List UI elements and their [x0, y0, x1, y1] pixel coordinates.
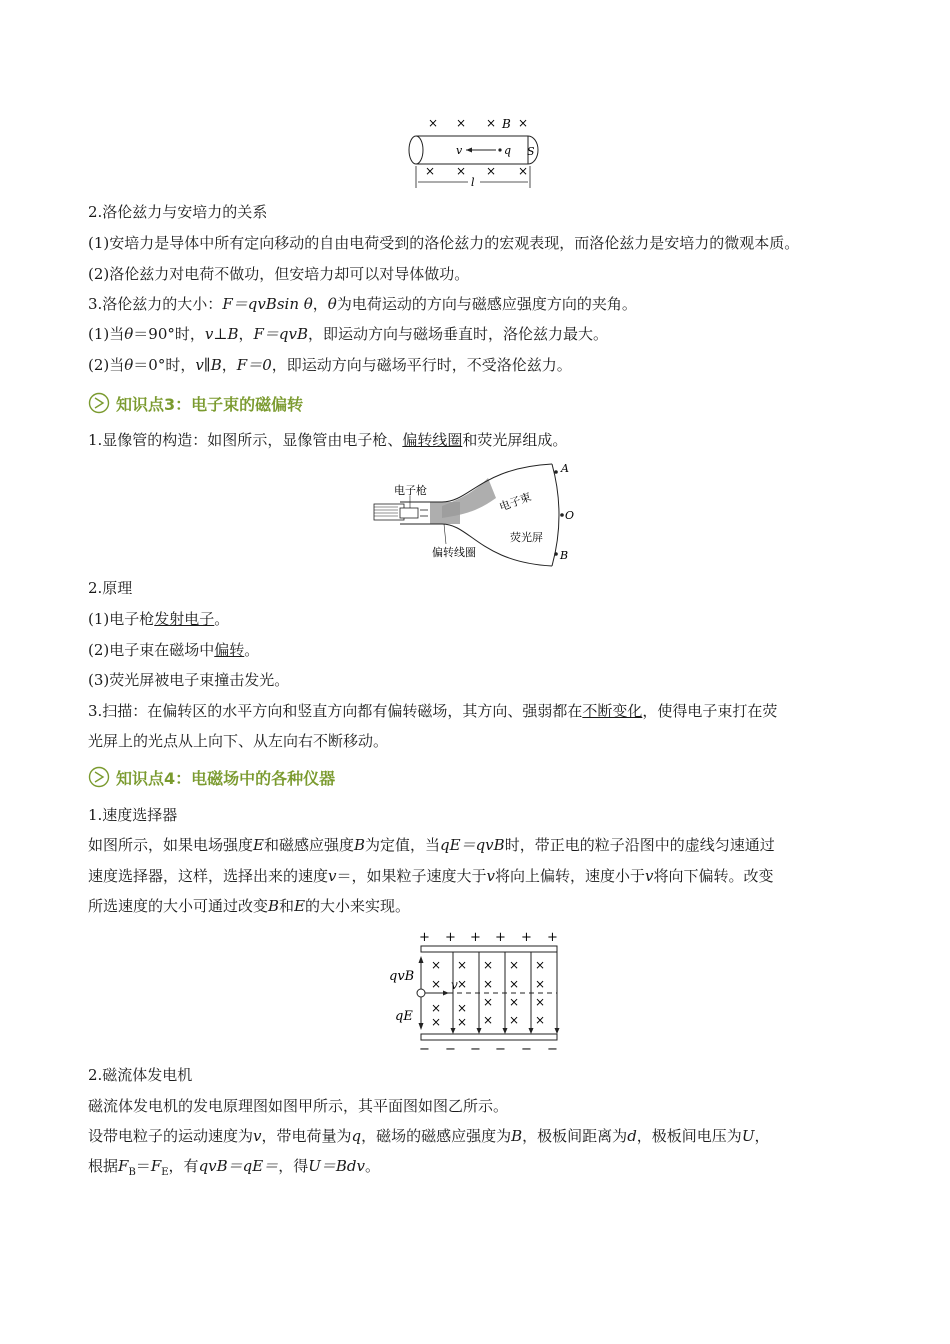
paragraph: 3.洛伦兹力的大小：F＝qvBsin θ，θ为电荷运动的方向与磁感应强度方向的夹角。 — [88, 295, 637, 313]
field-cross: × — [428, 116, 439, 130]
label-v: v — [451, 978, 458, 992]
minus-sign: − — [419, 1042, 430, 1054]
field-cross: × — [509, 977, 520, 991]
label-coil: 偏转线圈 — [432, 546, 476, 559]
plus-sign: + — [445, 930, 456, 945]
minus-sign: − — [470, 1042, 481, 1054]
plus-sign: + — [419, 930, 430, 945]
paragraph: (2)当θ＝0°时，v∥B，F＝0，即运动方向与磁场平行时，不受洛伦兹力。 — [88, 356, 572, 374]
arrow-badge-icon — [88, 766, 110, 788]
label-l: l — [471, 176, 475, 189]
field-cross: × — [425, 164, 436, 178]
positive-plate — [421, 946, 557, 952]
paragraph: 磁流体发电机的发电原理图如图甲所示，其平面图如图乙所示。 — [88, 1097, 509, 1115]
field-cross: × — [535, 958, 546, 972]
field-cross: × — [456, 116, 467, 130]
label-qe: qE — [395, 1009, 413, 1024]
field-cross: × — [509, 995, 520, 1009]
section-title: 1.速度选择器 — [88, 806, 178, 824]
section-title: 2.磁流体发电机 — [88, 1066, 193, 1084]
paragraph: 速度选择器，这样，选择出来的速度v＝，如果粒子速度大于v将向上偏转，速度小于v将向下偏转。改变 — [88, 867, 774, 885]
field-cross: × — [431, 977, 442, 991]
label-b: B — [560, 549, 569, 562]
section-heading — [88, 764, 335, 790]
crt-figure — [370, 458, 580, 570]
field-cross: × — [518, 116, 529, 130]
label-v: v — [456, 144, 463, 157]
section-heading — [88, 390, 303, 416]
field-cross: × — [483, 995, 494, 1009]
paragraph: (1)电子枪发射电子。 — [88, 610, 230, 628]
label-a: A — [561, 462, 569, 475]
paragraph: (2)洛伦兹力对电荷不做功，但安培力却可以对导体做功。 — [88, 265, 470, 283]
field-cross: × — [456, 164, 467, 178]
minus-sign: − — [495, 1042, 506, 1054]
label-s: S — [527, 145, 535, 158]
label-b: B — [502, 117, 511, 131]
section-title: 2.原理 — [88, 579, 133, 597]
label-beam: 电子束 — [497, 490, 534, 514]
fluorescent-screen — [552, 464, 559, 566]
paragraph: 3.扫描：在偏转区的水平方向和竖直方向都有偏转磁场，其方向、强弱都在不断变化，使得电子束打在荧 — [88, 702, 778, 720]
field-cross: × — [509, 1013, 520, 1027]
plus-sign: + — [495, 930, 506, 945]
field-cross: × — [535, 977, 546, 991]
plus-sign: + — [470, 930, 481, 945]
field-cross: × — [483, 1013, 494, 1027]
paragraph: 1.显像管的构造：如图所示，显像管由电子枪、偏转线圈和荧光屏组成。 — [88, 431, 568, 449]
plus-sign: + — [521, 930, 532, 945]
charged-particle — [417, 989, 425, 997]
arrow-badge-icon — [88, 392, 110, 414]
plus-sign: + — [547, 930, 558, 945]
electron-gun — [400, 508, 418, 518]
label-qvb: qvB — [389, 969, 415, 984]
heading-text: 知识点3：电子束的磁偏转 — [116, 394, 304, 414]
conductor-field-figure — [400, 112, 550, 192]
field-cross: × — [486, 164, 497, 178]
field-cross: × — [486, 116, 497, 130]
label-gun: 电子枪 — [394, 484, 427, 497]
paragraph: (1)当θ＝90°时，v⊥B，F＝qvB，即运动方向与磁场垂直时，洛伦兹力最大。 — [88, 325, 609, 343]
field-cross: × — [483, 977, 494, 991]
heading-text: 知识点4：电磁场中的各种仪器 — [116, 768, 336, 788]
deflection-coil — [430, 502, 460, 524]
field-cross: × — [535, 1013, 546, 1027]
paragraph: 所选速度的大小可通过改变B和E的大小来实现。 — [88, 897, 411, 915]
field-cross: × — [431, 1001, 442, 1015]
field-cross: × — [457, 1015, 468, 1029]
field-cross: × — [457, 958, 468, 972]
paragraph: (3)荧光屏被电子束撞击发光。 — [88, 671, 290, 689]
field-cross: × — [518, 164, 529, 178]
minus-sign: − — [547, 1042, 558, 1054]
conductor-end — [409, 136, 423, 164]
velocity-selector-figure — [385, 926, 565, 1054]
label-screen: 荧光屏 — [510, 531, 543, 544]
section-title: 2.洛伦兹力与安培力的关系 — [88, 203, 268, 221]
field-cross: × — [483, 958, 494, 972]
paragraph: 光屏上的光点从上向下、从左向右不断移动。 — [88, 732, 389, 750]
paragraph: (2)电子束在磁场中偏转。 — [88, 641, 260, 659]
paragraph: 根据$F_B=F_E$，有qvB＝qE＝，得U＝Bdv。 — [88, 1157, 380, 1178]
field-cross: × — [431, 958, 442, 972]
minus-sign: − — [521, 1042, 532, 1054]
field-cross: × — [431, 1015, 442, 1029]
paragraph: 如图所示，如果电场强度E和磁感应强度B为定值，当qE＝qvB时，带正电的粒子沿图中的虚线匀速通过 — [88, 836, 775, 854]
label-q: q — [504, 144, 512, 157]
field-cross: × — [509, 958, 520, 972]
paragraph: (1)安培力是导体中所有定向移动的自由电荷受到的洛伦兹力的宏观表现，而洛伦兹力是安培力的微观本质。 — [88, 234, 800, 252]
paragraph: 设带电粒子的运动速度为v，带电荷量为q，磁场的磁感应强度为B，极板间距离为d，极板间电压为U， — [88, 1127, 770, 1145]
minus-sign: − — [445, 1042, 456, 1054]
field-cross: × — [457, 1001, 468, 1015]
negative-plate — [421, 1034, 557, 1040]
field-cross: × — [457, 977, 468, 991]
label-o: O — [565, 509, 575, 522]
field-cross: × — [535, 995, 546, 1009]
